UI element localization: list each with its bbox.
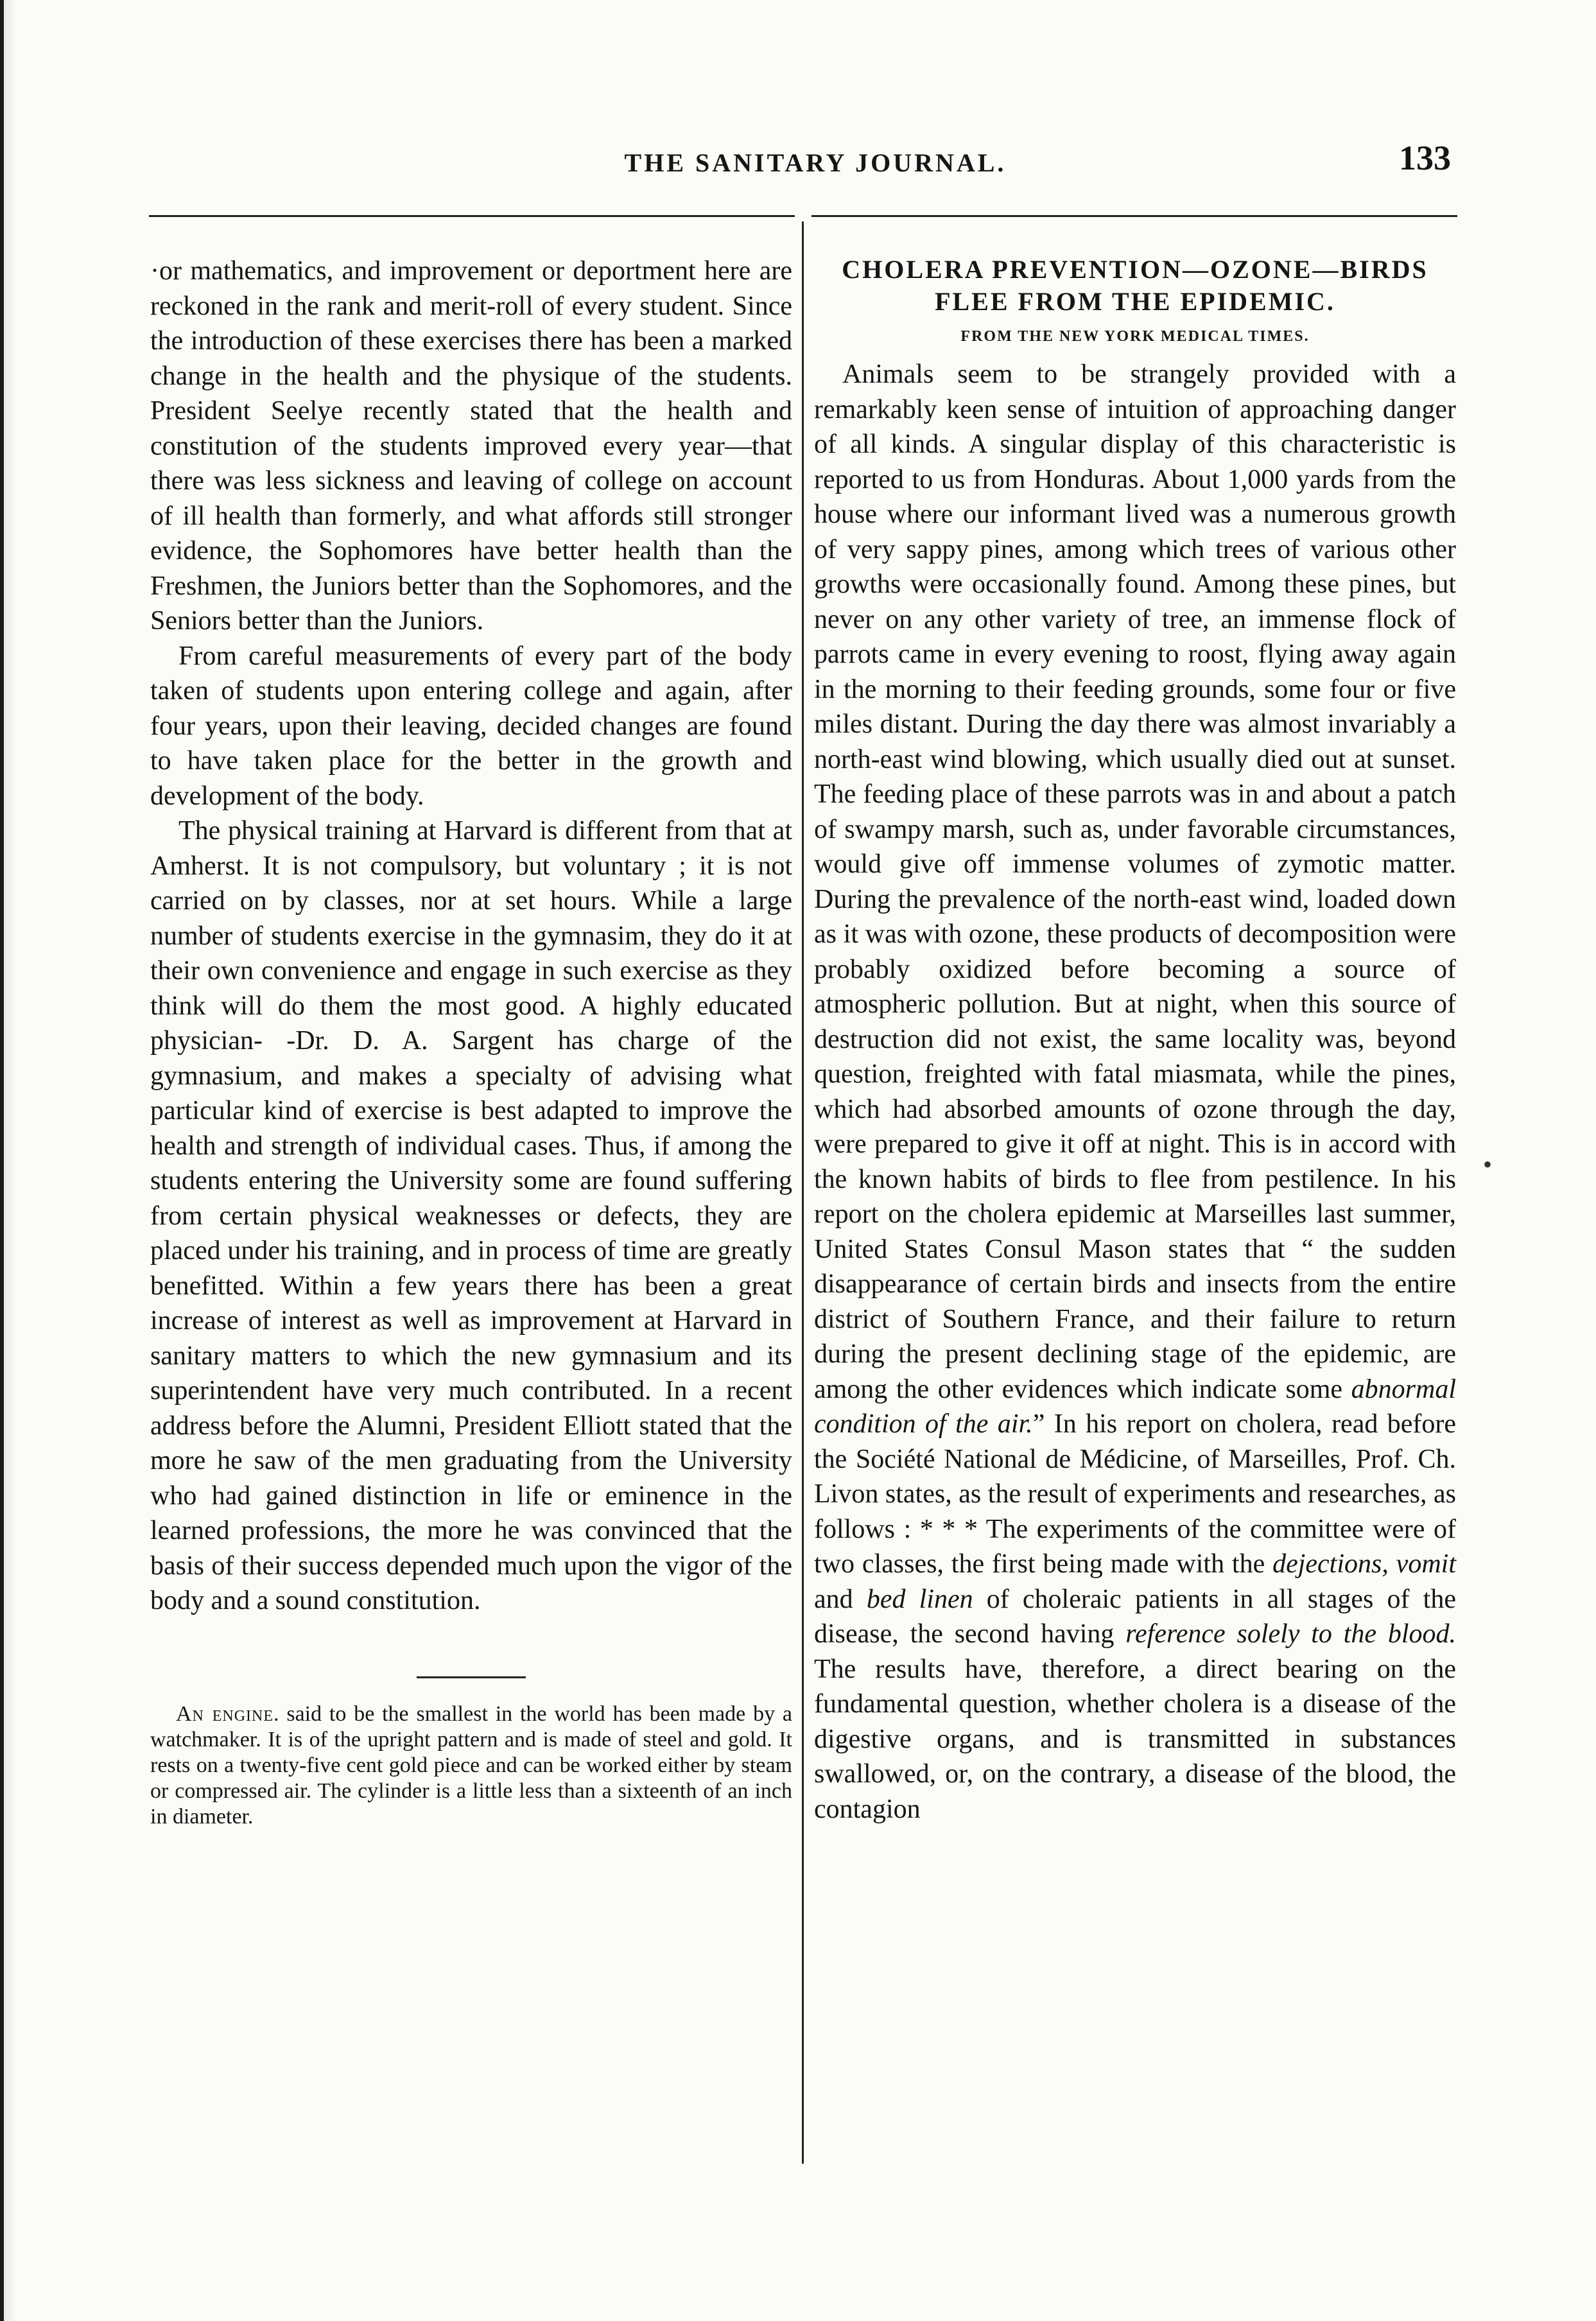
note-separator-rule [417,1676,526,1678]
left-paragraph-3: The physical training at Harvard is different from that at Amherst. It is not compulsory, but voluntary ; it is not carried on by classes, nor at set hours. While a large number of students exercise in the gymnasim, they do it at their own convenience and engage in such exercise as they think will do them the most good. A highly educated physician- -Dr. D. A. Sargent has charge of the gymnasium, and makes a specialty of advising what particular kind of exercise is best adapted to improve the health and strength of individual cases. Thus, if among the students entering the University some are found suffering from certain physical weaknesses or defects, they are placed under his training, and in process of time are greatly benefitted. Within a few years there has been a great increase of interest as well as improvement at Harvard in sanitary matters to which the new gymnasium and its superintendent have very much contributed. In a recent address before the Alumni, President Elliott stated that the more he saw of the men graduating from the University who had gained distinction in life or eminence in the learned professions, the more he was convinced that the basis of their success depended much upon the vigor of the body and a sound constitution. [150,816,792,1615]
article-body-text-5: The results have, therefore, a direct bearing on the fundamental question, whether cholera is a disease of the digestive organs, and is transmitted in substances swallowed, or, on the contrary, a disease of the blood, the contagion [814,1654,1456,1824]
article-body-text-2: ” In his report on cholera, read before the Société National de Médicine, of Marseilles, Prof. Ch. Livon states, as the result of experiments and researches, as follows : * * * The experiments of the committee were of two classes, the first being made with the [814,1409,1456,1579]
engine-note [150,1701,792,1830]
article-body-text-1: Animals seem to be strangely provided with a remarkably keen sense of intuition of approaching danger of all kinds. A singular display of this characteristic is reported to us from Honduras. About 1,000 yards from the house where our informant lived was a numerous growth of very sappy pines, among which trees of various other growths were occasionally found. Among these pines, but never on any other variety of tree, an immense flock of parrots came in every evening to roost, flying away again in the morning to their feeding grounds, some four or five miles distant. During the day there was almost invariably a north-east wind blowing, which usually died out at sunset. The feeding place of these parrots was in and about a patch of swampy marsh, such as, under favorable circumstances, would give off immense volumes of zymotic matter. During the prevalence of the north-east wind, loaded down as it was with ozone, these products of decomposition were probably oxidized before becoming a source of atmospheric pollution. But at night, when this source of destruction did not exist, the same locality was, beyond question, freighted with fatal miasmata, while the pines, which had absorbed amounts of ozone through the day, were prepared to give it off at night. This is in accord with the known habits of birds to flee from pestilence. In his report on the cholera epidemic at Marseilles last summer, United States Consul Mason states that “ the sudden disappearance of certain birds and insects from the entire district of Southern France, and their failure to return during the present declining stage of the epidemic, are among the other evidences which indicate some [814,360,1456,1404]
page-number: 133 [1399,139,1451,177]
article-italic-3: bed linen [866,1584,973,1614]
article-italic-2: dejections, vomit [1272,1549,1456,1579]
left-column [150,254,792,1830]
article-body [814,357,1456,1827]
engine-note-text: . said to be the smallest in the world has been made by a watchmaker. It is of the upright pattern and is made of steel and gold. It rests on a twenty-five cent gold piece and can be worked either by steam or compressed air. The cylinder is a little less than a sixteenth of an inch in diameter. [150,1701,792,1829]
article-body-text-3: and [814,1584,867,1614]
article-title-line-2: FLEE FROM THE EPIDEMIC. [935,287,1335,316]
left-paragraph-1: ·or mathematics, and improvement or deportment here are reckoned in the rank and merit-roll of every student. Since the introduction of these exercises there has been a marked change in the health and the physique of the students. President Seelye recently stated that the health and constitution of the students improved every year—that there was less sickness and leaving of college on account of ill health than formerly, and what affords still stronger evidence, the Sophomores have better health than the Freshmen, the Juniors better than the Sophomores, and the Seniors better than the Juniors. [150,256,792,636]
article-italic-4: reference solely to the blood. [1125,1619,1456,1649]
article-italic-1: abnormal condition of the air. [814,1374,1456,1439]
header-rule-left [149,215,795,217]
article-title-line-1: CHOLERA PREVENTION—OZONE—BIRDS [842,255,1428,284]
article-body-text-4: of choleraic patients in all stages of the disease, the second having [814,1584,1456,1649]
page-edge-shadow [0,0,17,2321]
article-source: FROM THE NEW YORK MEDICAL TIMES. [960,328,1310,345]
column-divider [802,222,804,2164]
running-title: THE SANITARY JOURNAL. [624,148,1007,177]
margin-dot-mark: • [1483,1150,1493,1179]
header-rule-right [811,215,1457,217]
right-column [814,254,1456,1827]
engine-note-lead: An engine [176,1701,274,1726]
left-paragraph-2: From careful measurements of every part of the body taken of students upon entering college and again, after four years, upon their leaving, decided changes are found to have taken place for the better in the growth and development of the body. [150,641,792,811]
